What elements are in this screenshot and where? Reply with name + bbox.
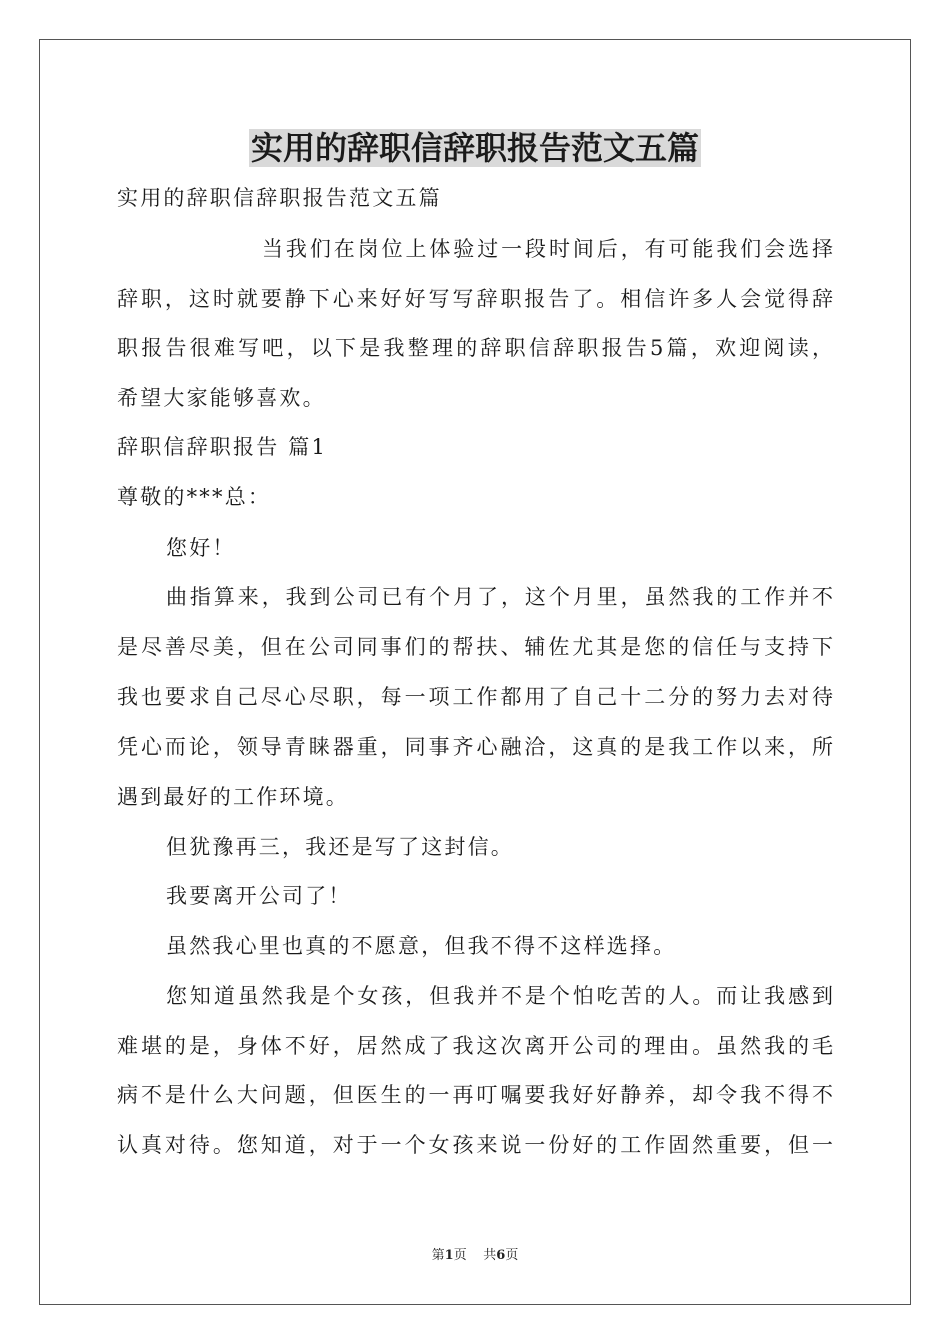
subtitle-line: 实用的辞职信辞职报告范文五篇 bbox=[117, 186, 442, 210]
paragraph-line: 您知道虽然我是个女孩，但我并不是个怕吃苦的人。而让我感到 bbox=[166, 984, 833, 1008]
document-title-text: 实用的辞职信辞职报告范文五篇 bbox=[250, 129, 699, 167]
page-footer bbox=[0, 1247, 950, 1265]
paragraph-line: 遇到最好的工作环境。 bbox=[117, 785, 349, 809]
paragraph-line: 我也要求自己尽心尽职，每一项工作都用了自己十二分的努力去对待 bbox=[117, 685, 833, 709]
footer-page-number: 1 bbox=[444, 1248, 454, 1263]
footer-page-suffix: 页 bbox=[453, 1248, 467, 1263]
paragraph-line: 虽然我心里也真的不愿意，但我不得不这样选择。 bbox=[166, 934, 677, 958]
document-title bbox=[0, 126, 950, 170]
paragraph-line: 我要离开公司了！ bbox=[166, 884, 352, 908]
section-heading: 辞职信辞职报告 篇1 bbox=[117, 435, 328, 459]
footer-prefix: 第 bbox=[431, 1248, 445, 1263]
paragraph-line: 辞职，这时就要静下心来好好写写辞职报告了。相信许多人会觉得辞 bbox=[117, 287, 833, 311]
page-border bbox=[39, 39, 911, 1305]
paragraph-line: 凭心而论，领导青睐器重，同事齐心融洽，这真的是我工作以来，所 bbox=[117, 735, 833, 759]
footer-total-pages: 6 bbox=[496, 1248, 506, 1263]
paragraph-line: 职报告很难写吧，以下是我整理的辞职信辞职报告5篇，欢迎阅读， bbox=[117, 336, 833, 360]
paragraph-line: 当我们在岗位上体验过一段时间后，有可能我们会选择 bbox=[262, 237, 833, 261]
footer-total-prefix: 共 bbox=[483, 1248, 497, 1263]
paragraph-line: 是尽善尽美，但在公司同事们的帮扶、辅佐尤其是您的信任与支持下 bbox=[117, 635, 833, 659]
paragraph-line: 认真对待。您知道，对于一个女孩来说一份好的工作固然重要，但一 bbox=[117, 1133, 833, 1157]
footer-total-suffix: 页 bbox=[505, 1248, 519, 1263]
paragraph-line: 但犹豫再三，我还是写了这封信。 bbox=[166, 835, 514, 859]
greeting: 您好！ bbox=[166, 536, 236, 560]
paragraph-line: 希望大家能够喜欢。 bbox=[117, 386, 326, 410]
paragraph-line: 曲指算来，我到公司已有个月了，这个月里，虽然我的工作并不 bbox=[166, 585, 833, 609]
salutation: 尊敬的***总： bbox=[117, 485, 272, 509]
paragraph-line: 难堪的是，身体不好，居然成了我这次离开公司的理由。虽然我的毛 bbox=[117, 1034, 833, 1058]
paragraph-line: 病不是什么大问题，但医生的一再叮嘱要我好好静养，却令我不得不 bbox=[117, 1083, 833, 1107]
